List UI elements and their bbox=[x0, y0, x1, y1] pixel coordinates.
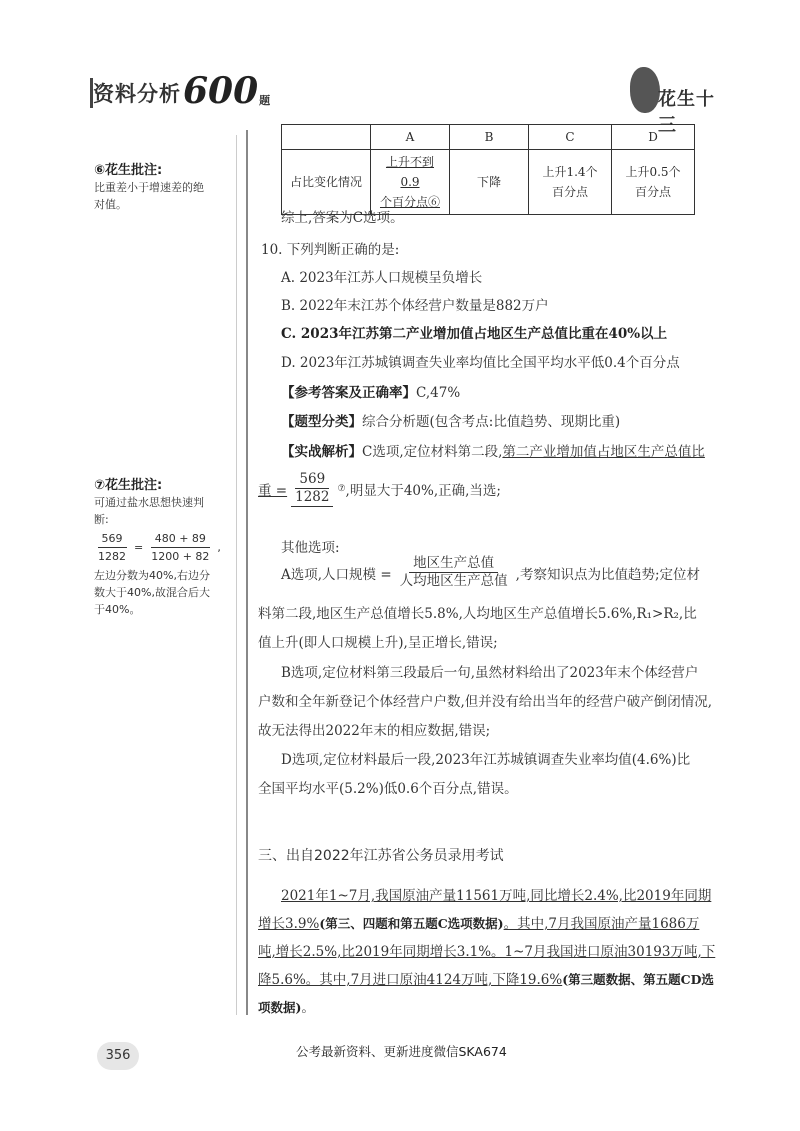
table-header-cell: A bbox=[371, 125, 450, 150]
option-a-analysis-line: 值上升(即人口规模上升),呈正增长,错误; bbox=[258, 635, 498, 651]
analysis-underlined: 第二产业增加值占地区生产总值比 bbox=[502, 444, 705, 460]
brand-suffix: 题 bbox=[259, 94, 271, 107]
table-header-cell: C bbox=[529, 125, 612, 150]
numerator: 569 bbox=[295, 471, 329, 489]
section-title: 三、出自2022年江苏省公务员录用考试 bbox=[258, 848, 504, 864]
page-number: 356 bbox=[97, 1042, 139, 1070]
table-row bbox=[282, 150, 695, 215]
footer-text: 公考最新资料、更新进度微信SKA674 bbox=[296, 1044, 507, 1059]
equals-sign: = bbox=[134, 541, 144, 554]
denominator: 1282 bbox=[98, 550, 126, 563]
cell-line: 上升1.4个 bbox=[542, 165, 598, 179]
answer-value: C,47% bbox=[416, 385, 461, 401]
denominator: 人均地区生产总值 bbox=[399, 573, 508, 589]
denominator: 1200 + 82 bbox=[151, 550, 210, 563]
material-line bbox=[258, 968, 714, 988]
table-header-cell bbox=[282, 125, 371, 150]
analysis-formula-line bbox=[258, 471, 501, 507]
table-cell bbox=[450, 150, 529, 215]
numerator: 地区生产总值 bbox=[409, 555, 498, 573]
analysis-text: C选项,定位材料第二段, bbox=[362, 444, 503, 460]
analysis-label: 【实战解析】 bbox=[281, 444, 362, 460]
type-value: 综合分析题(包含考点:比值趋势、现期比重) bbox=[362, 414, 621, 430]
text: 增长3.9% bbox=[258, 916, 320, 932]
type-line bbox=[281, 410, 620, 430]
table-row-label: 占比变化情况 bbox=[282, 150, 371, 215]
option-d-analysis-line: 全国平均水平(5.2%)低0.6个百分点,错误。 bbox=[258, 781, 518, 797]
option-b-analysis-line: 户数和全年新登记个体经营户户数,但并没有给出当年的经营户破产倒闭情况, bbox=[258, 694, 713, 710]
table-header-row bbox=[282, 125, 695, 150]
text: 2021年1~7月,我国原油产量11561万吨,同比增长2.4%,比2019年同期 bbox=[281, 888, 712, 904]
option-c: C. 2023年江苏第二产业增加值占地区生产总值比重在40%以上 bbox=[281, 326, 668, 342]
material-line bbox=[258, 912, 699, 932]
table-cell bbox=[612, 150, 695, 215]
note-7-line: 可通过盐水思想快速判 bbox=[94, 496, 204, 509]
type-label: 【题型分类】 bbox=[281, 414, 362, 430]
note-6-line: 对值。 bbox=[94, 198, 127, 211]
sidebar-note-6 bbox=[94, 162, 204, 213]
brand-number: 600 bbox=[183, 70, 259, 112]
margin-rule-light bbox=[236, 135, 237, 1015]
option-a-analysis-line: 料第二段,地区生产总值增长5.8%,人均地区生产总值增长5.6%,R₁>R₂,比 bbox=[258, 606, 697, 622]
option-b: B. 2022年末江苏个体经营户数量是882万户 bbox=[281, 298, 549, 314]
cell-line: 百分点 bbox=[634, 185, 671, 199]
note-7-formula bbox=[94, 530, 234, 565]
formula-suffix: ,明显大于40%,正确,当选; bbox=[345, 483, 501, 499]
peanut-icon bbox=[630, 67, 660, 113]
analysis-line bbox=[281, 440, 705, 460]
text: 。 bbox=[301, 1000, 315, 1016]
material-line bbox=[281, 884, 711, 904]
numerator: 569 bbox=[98, 530, 127, 548]
note-7-line: 断: bbox=[94, 513, 109, 526]
option-d-analysis-line: D选项,定位材料最后一段,2023年江苏城镇调查失业率均值(4.6%)比 bbox=[281, 752, 691, 768]
bold-note: (第三题数据、第五题CD选 bbox=[562, 972, 714, 987]
text: ,考察知识点为比值趋势;定位材 bbox=[515, 566, 700, 583]
material-line bbox=[258, 996, 315, 1016]
option-b-analysis-line: 故无法得出2022年末的相应数据,错误; bbox=[258, 723, 491, 739]
footnote-mark: ⑦ bbox=[337, 484, 346, 494]
table-header-cell: D bbox=[612, 125, 695, 150]
brand-text: 资料分析 bbox=[93, 82, 181, 106]
note-7-line: 于40%。 bbox=[94, 603, 141, 616]
text: A选项,人口规模 = bbox=[281, 566, 392, 583]
table-header-cell: B bbox=[450, 125, 529, 150]
option-a-analysis bbox=[281, 555, 700, 590]
margin-rule bbox=[246, 130, 248, 1015]
note-6-line: 比重差小于增速差的绝 bbox=[94, 181, 204, 194]
bold-note: 项数据) bbox=[258, 1000, 302, 1015]
table-cell bbox=[529, 150, 612, 215]
note-7-title: ⑦花生批注: bbox=[94, 478, 163, 493]
cell-line: 下降 bbox=[476, 175, 501, 189]
table-cell bbox=[371, 150, 450, 215]
logo-text: 花生十三 bbox=[658, 89, 715, 136]
option-b-analysis-line: B选项,定位材料第三段最后一句,虽然材料给出了2023年末个体经营户 bbox=[281, 665, 699, 681]
note-7-line: 左边分数为40%,右边分 bbox=[94, 569, 210, 582]
comma: , bbox=[217, 541, 221, 554]
formula-prefix: 重 = bbox=[258, 483, 288, 499]
text: 。其中,7月我国原油产量1686万 bbox=[503, 916, 700, 932]
option-d: D. 2023年江苏城镇调查失业率均值比全国平均水平低0.4个百分点 bbox=[281, 355, 680, 371]
note-6-title: ⑥花生批注: bbox=[94, 163, 163, 178]
cell-line: 上升不到0.9 bbox=[385, 155, 434, 189]
other-options-heading: 其他选项: bbox=[281, 540, 340, 556]
question-stem: 10. 下列判断正确的是: bbox=[261, 242, 400, 258]
material-line bbox=[258, 940, 715, 960]
peanut-logo bbox=[628, 67, 728, 136]
answer-line bbox=[281, 381, 460, 401]
bold-note: (第三、四题和第五题C选项数据) bbox=[319, 916, 504, 931]
numerator: 480 + 89 bbox=[151, 530, 210, 548]
conclusion-text: 综上,答案为C选项。 bbox=[281, 210, 404, 226]
cell-line: 上升0.5个 bbox=[625, 165, 681, 179]
sidebar-note-7 bbox=[94, 477, 234, 618]
option-change-table bbox=[281, 124, 695, 215]
text: 吨,增长2.5%,比2019年同期增长3.1%。1~7月我国进口原油30193万吨,下 bbox=[258, 944, 716, 960]
cell-line: 百分点 bbox=[551, 185, 588, 199]
fraction bbox=[396, 555, 512, 590]
book-brand bbox=[93, 70, 271, 112]
cell-line: 个百分点⑥ bbox=[379, 195, 440, 209]
fraction bbox=[94, 530, 130, 565]
answer-label: 【参考答案及正确率】 bbox=[281, 385, 416, 401]
fraction bbox=[291, 471, 333, 507]
fraction bbox=[147, 530, 213, 565]
note-7-line: 数大于40%,故混合后大 bbox=[94, 586, 210, 599]
text: 降5.6%。其中,7月进口原油4124万吨,下降19.6% bbox=[258, 972, 563, 988]
denominator: 1282 bbox=[291, 489, 333, 507]
option-a: A. 2023年江苏人口规模呈负增长 bbox=[281, 270, 483, 286]
